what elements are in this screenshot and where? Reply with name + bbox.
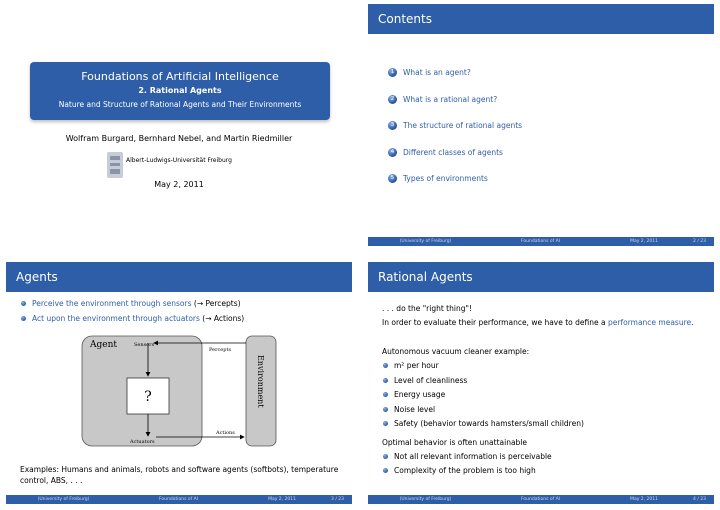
- footer-institution: (University of Freiburg): [37, 497, 90, 502]
- toc-item-label: What is an agent?: [403, 68, 471, 77]
- footer-page: 3 / 23: [331, 497, 344, 502]
- evaluation-text: In order to evaluate their performance, we have to define a performance measure.: [382, 318, 694, 327]
- sensors-label: Sensors: [134, 342, 155, 348]
- agent-function-question: ?: [144, 389, 152, 405]
- university-seal-icon: [106, 151, 124, 179]
- list-item: Energy usage: [382, 389, 584, 400]
- slide-title-bar: Contents: [368, 4, 714, 34]
- percepts-label: Percepts: [209, 347, 232, 353]
- list-item: Safety (behavior towards hamsters/small children): [382, 418, 584, 429]
- intro-text: . . . do the "right thing"!: [382, 304, 472, 313]
- toc-item[interactable]: [388, 121, 522, 148]
- footer-course: Foundations of AI: [158, 497, 199, 502]
- vacuum-text: Autonomous vacuum cleaner example:: [382, 347, 530, 356]
- slide-title-bar: Agents: [6, 262, 352, 292]
- list-item: Act upon the environment through actuators (→ Actions): [20, 313, 244, 324]
- footer-course: Foundations of AI: [520, 497, 561, 502]
- list-item: Noise level: [382, 404, 584, 415]
- section-number-icon: 2: [388, 95, 397, 104]
- presentation-subtitle: Nature and Structure of Rational Agents and Their Environments: [58, 100, 302, 109]
- list-item: Level of cleanliness: [382, 375, 584, 386]
- footer-institution: (University of Freiburg): [399, 497, 452, 502]
- section-number-icon: 1: [388, 68, 397, 77]
- presentation-date: May 2, 2011: [154, 180, 204, 189]
- chapter-title: 2. Rational Agents: [138, 86, 222, 95]
- footer-page: 4 / 23: [693, 497, 706, 502]
- slide-title: [6, 4, 352, 246]
- toc-item-label: What is a rational agent?: [403, 94, 498, 104]
- footer-page: 2 / 23: [693, 239, 706, 244]
- criteria-list: [382, 360, 584, 433]
- toc-item[interactable]: [388, 95, 522, 122]
- slide-footer: [368, 237, 714, 246]
- section-number-icon: 4: [388, 148, 397, 157]
- slide-contents: [368, 4, 714, 246]
- toc-item-label: The structure of rational agents: [403, 121, 523, 130]
- footer-date: May 2, 2011: [630, 497, 658, 502]
- toc-item-label: Types of environments: [403, 174, 488, 183]
- examples-text: Examples: Humans and animals, robots and software agents (softbots), temperature control, ABS, . . .: [20, 465, 339, 485]
- table-of-contents: [388, 68, 522, 201]
- agent-bullets: [20, 298, 244, 328]
- list-item: Not all relevant information is perceivable: [382, 451, 552, 462]
- reasons-list: [382, 451, 552, 479]
- footer-institution: (University of Freiburg): [399, 239, 452, 244]
- toc-item-label: Different classes of agents: [403, 147, 503, 157]
- authors: Wolfram Burgard, Bernhard Nebel, and Martin Riedmiller: [65, 134, 293, 143]
- presentation-title: Foundations of Artificial Intelligence: [81, 70, 279, 83]
- toc-item[interactable]: [388, 148, 522, 175]
- slide-rational-agents: [368, 262, 714, 504]
- footer-date: May 2, 2011: [268, 497, 296, 502]
- slide-footer: [368, 495, 714, 504]
- optimal-text: Optimal behavior is often unattainable: [382, 438, 527, 447]
- toc-item[interactable]: [388, 68, 522, 95]
- slide-title-bar: Rational Agents: [368, 262, 714, 292]
- section-number-icon: 5: [388, 174, 397, 183]
- actions-label: Actions: [216, 430, 235, 436]
- agent-environment-diagram: [76, 333, 286, 449]
- slide-agents: [6, 262, 352, 504]
- slide-footer: [6, 495, 352, 504]
- list-item: Perceive the environment through sensors (→ Percepts): [20, 298, 244, 309]
- list-item: m² per hour: [382, 360, 584, 371]
- agent-label: Agent: [90, 340, 117, 350]
- institution: Albert-Ludwigs-Universität Freiburg: [126, 157, 232, 164]
- toc-item[interactable]: [388, 174, 522, 201]
- title-box: [30, 62, 330, 120]
- section-number-icon: 3: [388, 121, 397, 130]
- environment-label: Environment: [256, 355, 265, 408]
- footer-date: May 2, 2011: [630, 239, 658, 244]
- actuators-label: Actuators: [130, 439, 155, 445]
- footer-course: Foundations of AI: [520, 239, 561, 244]
- list-item: Complexity of the problem is too high: [382, 465, 552, 476]
